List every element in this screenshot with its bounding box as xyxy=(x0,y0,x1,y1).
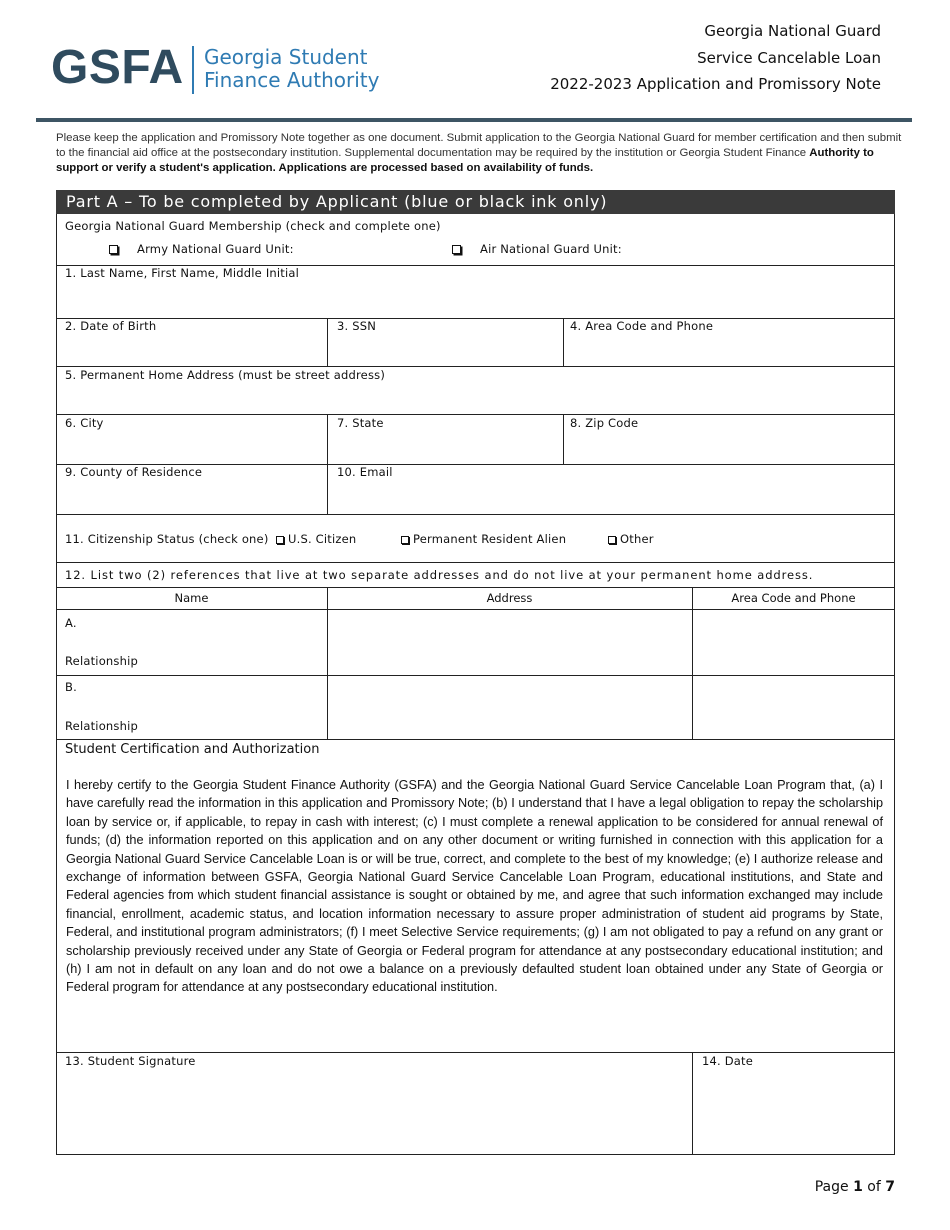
page-number xyxy=(815,1179,895,1195)
ssn-field[interactable]: 3. SSN xyxy=(337,319,377,333)
air-checkbox[interactable] xyxy=(452,245,461,254)
row-divider xyxy=(56,675,895,676)
instructions-text: Please keep the application and Promissory Note together as one document. Submit application to the Georgia National Guard for member certification and then submit to the financial aid office at the postsecondary institution. Supplemental documentation may be required by the institution or Georgia Student Finance xyxy=(56,132,902,159)
citizen-other-option[interactable] xyxy=(608,532,654,546)
instructions xyxy=(56,131,904,176)
document-title xyxy=(550,18,881,98)
title-line2: Service Cancelable Loan xyxy=(697,48,881,67)
ref-col-phone: Area Code and Phone xyxy=(731,591,856,605)
ref-a-relationship[interactable]: Relationship xyxy=(65,654,138,668)
col-divider xyxy=(692,1052,693,1155)
army-checkbox[interactable] xyxy=(109,245,118,254)
row-divider xyxy=(56,366,895,367)
gsfa-logo-acronym: GSFA xyxy=(51,41,184,94)
air-label: Air National Guard Unit: xyxy=(480,242,622,256)
army-guard-option[interactable] xyxy=(109,242,294,256)
row-divider xyxy=(56,1052,895,1053)
citizen-us-label: U.S. Citizen xyxy=(288,532,357,546)
ref-b-relationship[interactable]: Relationship xyxy=(65,719,138,733)
last-name-field[interactable]: 1. Last Name, First Name, Middle Initial xyxy=(65,266,300,280)
ref-col-address: Address xyxy=(486,591,533,605)
citizen-other-label: Other xyxy=(620,532,654,546)
part-a-form xyxy=(56,190,895,1155)
citizen-us-checkbox[interactable] xyxy=(276,536,284,544)
zip-field[interactable]: 8. Zip Code xyxy=(570,416,639,430)
membership-label: Georgia National Guard Membership (check and complete one) xyxy=(65,219,441,233)
row-divider xyxy=(56,609,895,610)
logo-divider xyxy=(192,46,194,94)
instructions-bold-text: Authority to support or verify a student's application. Applications are processed based on availability of funds. xyxy=(56,147,874,174)
page-total: 7 xyxy=(885,1179,895,1195)
col-divider xyxy=(563,414,564,464)
logo-name-line2: Finance Authority xyxy=(204,68,380,92)
row-divider xyxy=(56,739,895,740)
row-divider xyxy=(56,318,895,319)
row-divider xyxy=(56,414,895,415)
citizen-pr-checkbox[interactable] xyxy=(401,536,409,544)
logo-name-line1: Georgia Student xyxy=(204,45,368,69)
col-divider xyxy=(327,414,328,464)
address-field[interactable]: 5. Permanent Home Address (must be street address) xyxy=(65,368,386,382)
certification-body: I hereby certify to the Georgia Student Finance Authority (GSFA) and the Georgia National Guard Service Cancelable Loan Program that, (a) I have carefully read the information in this application and Promissory Note; (b) I understand that I have a legal obligation to repay the scholarship loan by service or, if applicable, to repay in cash with interest; (c) I must complete a renewal application to be considered for annual renewal of funds; (d) the information reported on this application and on any other document or writing furnished in connection with this application for a Georgia National Guard Service Cancelable Loan is or will be true, correct, and complete to the best of my knowledge; (e) I authorize release and exchange of information between GSFA, Georgia National Guard Service Cancelable Loan Program, educational institutions, and State and Federal agencies from which student financial assistance is sought or obtained by me, and agree that such information exchanged may include financial, enrollment, academic status, and location information necessary to assure proper administration of student aid programs by State, Federal, and institutional program administrators; (f) I meet Selective Service requirements; (g) I am not obligated to pay a refund on any grant or scholarship previously received under any State of Georgia or Federal program for attendance at any postsecondary educational institution; and (h) I am not in default on any loan and do not owe a balance on a previously defaulted student loan obtained under any State of Georgia or Federal program for attendance at any postsecondary educational institution. xyxy=(66,778,883,995)
gsfa-logo-name xyxy=(204,46,379,92)
air-guard-option[interactable] xyxy=(452,242,622,256)
certification-title: Student Certification and Authorization xyxy=(65,742,320,757)
col-divider xyxy=(327,464,328,514)
dob-field[interactable]: 2. Date of Birth xyxy=(65,319,157,333)
citizen-other-checkbox[interactable] xyxy=(608,536,616,544)
ref-col-name: Name xyxy=(174,591,209,605)
citizenship-label: 11. Citizenship Status (check one) xyxy=(65,532,269,546)
state-field[interactable]: 7. State xyxy=(337,416,384,430)
citizen-pr-label: Permanent Resident Alien xyxy=(413,532,567,546)
ref-a-name[interactable]: A. xyxy=(65,616,77,630)
phone-field[interactable]: 4. Area Code and Phone xyxy=(570,319,714,333)
row-divider xyxy=(56,514,895,515)
signature-field[interactable]: 13. Student Signature xyxy=(65,1054,196,1068)
army-label: Army National Guard Unit: xyxy=(137,242,294,256)
page-label: Page xyxy=(814,1179,849,1195)
city-field[interactable]: 6. City xyxy=(65,416,104,430)
citizen-pr-option[interactable] xyxy=(401,532,566,546)
citizen-us-option[interactable] xyxy=(276,532,356,546)
page-current: 1 xyxy=(853,1179,863,1195)
title-line1: Georgia National Guard xyxy=(704,22,881,40)
county-field[interactable]: 9. County of Residence xyxy=(65,465,203,479)
col-divider xyxy=(327,318,328,366)
date-field[interactable]: 14. Date xyxy=(702,1054,754,1068)
page-of: of xyxy=(867,1179,881,1195)
header-rule xyxy=(36,118,912,122)
email-field[interactable]: 10. Email xyxy=(337,465,393,479)
references-label: 12. List two (2) references that live at two separate addresses and do not live at your permanent home address. xyxy=(65,568,814,582)
part-a-header: Part A – To be completed by Applicant (blue or black ink only) xyxy=(56,190,895,214)
col-divider xyxy=(563,318,564,366)
row-divider xyxy=(56,562,895,563)
title-line3: 2022-2023 Application and Promissory Note xyxy=(550,75,881,93)
ref-b-name[interactable]: B. xyxy=(65,680,77,694)
